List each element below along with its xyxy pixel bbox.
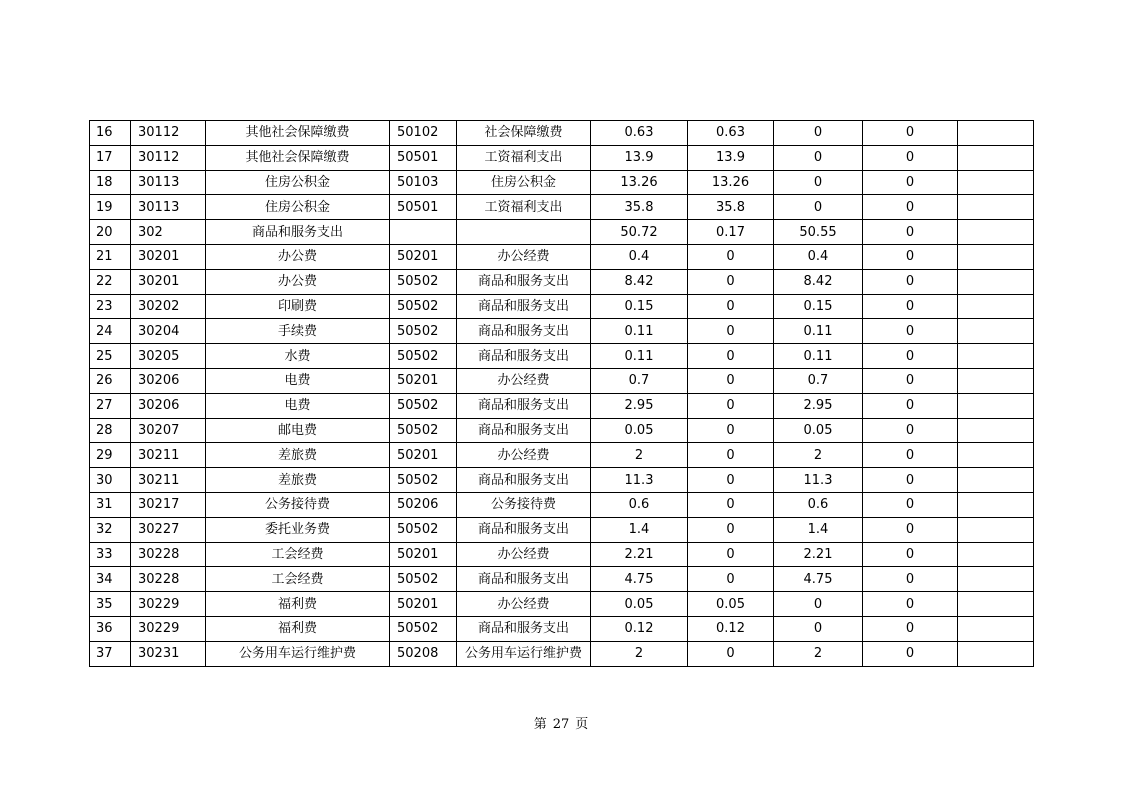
blank-cell [958,468,1034,493]
table-row [90,121,1034,146]
project-cell: 2.21 [774,542,863,567]
table-row [90,492,1034,517]
other-cell: 0 [863,145,958,170]
econ-name-cell: 商品和服务支出 [206,220,390,245]
gov-name-cell: 商品和服务支出 [457,567,591,592]
econ-name-cell: 手续费 [206,319,390,344]
econ-code-cell: 30205 [131,344,206,369]
project-cell: 1.4 [774,517,863,542]
blank-cell [958,592,1034,617]
basic-cell: 0 [688,393,774,418]
table-row [90,393,1034,418]
econ-code-cell: 30229 [131,616,206,641]
econ-name-cell: 电费 [206,368,390,393]
total-cell: 0.7 [591,368,688,393]
other-cell: 0 [863,121,958,146]
blank-cell [958,542,1034,567]
row-number-cell: 28 [90,418,131,443]
other-cell: 0 [863,517,958,542]
project-cell: 2.95 [774,393,863,418]
other-cell: 0 [863,368,958,393]
gov-name-cell: 工资福利支出 [457,195,591,220]
basic-cell: 0 [688,517,774,542]
total-cell: 4.75 [591,567,688,592]
gov-name-cell: 工资福利支出 [457,145,591,170]
blank-cell [958,269,1034,294]
other-cell: 0 [863,220,958,245]
table-row [90,468,1034,493]
blank-cell [958,567,1034,592]
project-cell: 4.75 [774,567,863,592]
row-number-cell: 34 [90,567,131,592]
econ-name-cell: 电费 [206,393,390,418]
gov-name-cell: 商品和服务支出 [457,344,591,369]
project-cell: 50.55 [774,220,863,245]
econ-name-cell: 福利费 [206,592,390,617]
econ-name-cell: 办公费 [206,244,390,269]
total-cell: 2 [591,443,688,468]
econ-name-cell: 邮电费 [206,418,390,443]
other-cell: 0 [863,592,958,617]
project-cell: 0 [774,145,863,170]
table-row [90,418,1034,443]
blank-cell [958,344,1034,369]
econ-name-cell: 办公费 [206,269,390,294]
total-cell: 1.4 [591,517,688,542]
row-number-cell: 21 [90,244,131,269]
row-number-cell: 32 [90,517,131,542]
table-row [90,443,1034,468]
row-number-cell: 27 [90,393,131,418]
blank-cell [958,368,1034,393]
gov-name-cell: 商品和服务支出 [457,468,591,493]
econ-code-cell: 30112 [131,121,206,146]
other-cell: 0 [863,344,958,369]
table-row [90,244,1034,269]
table-row [90,641,1034,666]
other-cell: 0 [863,195,958,220]
blank-cell [958,418,1034,443]
other-cell: 0 [863,567,958,592]
row-number-cell: 20 [90,220,131,245]
gov-code-cell: 50501 [390,195,457,220]
gov-name-cell: 商品和服务支出 [457,418,591,443]
gov-code-cell: 50502 [390,468,457,493]
econ-name-cell: 差旅费 [206,468,390,493]
gov-code-cell: 50208 [390,641,457,666]
econ-code-cell: 30113 [131,170,206,195]
econ-code-cell: 30201 [131,269,206,294]
project-cell: 0.4 [774,244,863,269]
gov-code-cell: 50502 [390,567,457,592]
gov-code-cell: 50502 [390,418,457,443]
econ-code-cell: 30202 [131,294,206,319]
page-footer [0,713,1122,732]
table-row [90,368,1034,393]
basic-cell: 0 [688,269,774,294]
gov-name-cell: 公务接待费 [457,492,591,517]
basic-cell: 0.63 [688,121,774,146]
total-cell: 11.3 [591,468,688,493]
basic-cell: 0.17 [688,220,774,245]
gov-name-cell: 公务用车运行维护费 [457,641,591,666]
other-cell: 0 [863,641,958,666]
gov-code-cell: 50201 [390,592,457,617]
blank-cell [958,220,1034,245]
gov-code-cell: 50502 [390,344,457,369]
basic-cell: 0 [688,542,774,567]
project-cell: 0.11 [774,319,863,344]
gov-name-cell: 商品和服务支出 [457,616,591,641]
econ-name-cell: 其他社会保障缴费 [206,121,390,146]
econ-name-cell: 公务接待费 [206,492,390,517]
blank-cell [958,319,1034,344]
basic-cell: 0 [688,319,774,344]
gov-code-cell: 50501 [390,145,457,170]
page-footer-prefix: 第 [533,717,547,732]
basic-cell: 13.9 [688,145,774,170]
row-number-cell: 25 [90,344,131,369]
project-cell: 0 [774,121,863,146]
econ-code-cell: 30112 [131,145,206,170]
row-number-cell: 33 [90,542,131,567]
table-row [90,592,1034,617]
total-cell: 0.15 [591,294,688,319]
gov-code-cell: 50502 [390,319,457,344]
gov-name-cell: 办公经费 [457,368,591,393]
gov-name-cell: 商品和服务支出 [457,269,591,294]
other-cell: 0 [863,294,958,319]
table-row [90,542,1034,567]
total-cell: 0.4 [591,244,688,269]
basic-cell: 0 [688,344,774,369]
gov-code-cell: 50201 [390,542,457,567]
econ-name-cell: 委托业务费 [206,517,390,542]
basic-cell: 0 [688,641,774,666]
basic-cell: 0 [688,468,774,493]
econ-code-cell: 30201 [131,244,206,269]
table-body [90,121,1034,667]
total-cell: 0.05 [591,592,688,617]
gov-code-cell: 50502 [390,616,457,641]
econ-code-cell: 30204 [131,319,206,344]
gov-name-cell: 办公经费 [457,443,591,468]
econ-name-cell: 住房公积金 [206,170,390,195]
blank-cell [958,145,1034,170]
row-number-cell: 18 [90,170,131,195]
other-cell: 0 [863,542,958,567]
econ-code-cell: 30207 [131,418,206,443]
table-row [90,616,1034,641]
project-cell: 0.15 [774,294,863,319]
table-row [90,567,1034,592]
project-cell: 2 [774,443,863,468]
gov-code-cell [390,220,457,245]
econ-name-cell: 差旅费 [206,443,390,468]
gov-name-cell: 办公经费 [457,592,591,617]
econ-name-cell: 印刷费 [206,294,390,319]
blank-cell [958,443,1034,468]
total-cell: 0.6 [591,492,688,517]
gov-code-cell: 50103 [390,170,457,195]
other-cell: 0 [863,244,958,269]
project-cell: 0 [774,195,863,220]
project-cell: 11.3 [774,468,863,493]
econ-name-cell: 福利费 [206,616,390,641]
gov-code-cell: 50201 [390,443,457,468]
other-cell: 0 [863,269,958,294]
blank-cell [958,616,1034,641]
row-number-cell: 17 [90,145,131,170]
blank-cell [958,195,1034,220]
row-number-cell: 16 [90,121,131,146]
blank-cell [958,492,1034,517]
econ-name-cell: 公务用车运行维护费 [206,641,390,666]
blank-cell [958,121,1034,146]
econ-code-cell: 302 [131,220,206,245]
total-cell: 2.21 [591,542,688,567]
row-number-cell: 37 [90,641,131,666]
gov-name-cell: 商品和服务支出 [457,319,591,344]
gov-name-cell: 办公经费 [457,542,591,567]
blank-cell [958,170,1034,195]
econ-code-cell: 30211 [131,443,206,468]
budget-table [89,120,1034,667]
econ-name-cell: 住房公积金 [206,195,390,220]
project-cell: 0.11 [774,344,863,369]
gov-code-cell: 50102 [390,121,457,146]
blank-cell [958,517,1034,542]
basic-cell: 35.8 [688,195,774,220]
table-row [90,319,1034,344]
table-row [90,517,1034,542]
table-row [90,269,1034,294]
econ-code-cell: 30206 [131,368,206,393]
row-number-cell: 22 [90,269,131,294]
gov-code-cell: 50502 [390,393,457,418]
other-cell: 0 [863,418,958,443]
econ-code-cell: 30231 [131,641,206,666]
row-number-cell: 26 [90,368,131,393]
basic-cell: 0 [688,492,774,517]
total-cell: 0.63 [591,121,688,146]
econ-name-cell: 水费 [206,344,390,369]
basic-cell: 13.26 [688,170,774,195]
other-cell: 0 [863,468,958,493]
project-cell: 0 [774,616,863,641]
total-cell: 0.05 [591,418,688,443]
basic-cell: 0 [688,368,774,393]
project-cell: 0 [774,592,863,617]
econ-code-cell: 30211 [131,468,206,493]
total-cell: 13.26 [591,170,688,195]
other-cell: 0 [863,170,958,195]
total-cell: 2 [591,641,688,666]
basic-cell: 0.05 [688,592,774,617]
total-cell: 35.8 [591,195,688,220]
econ-name-cell: 其他社会保障缴费 [206,145,390,170]
page-number: 27 [552,717,570,732]
project-cell: 8.42 [774,269,863,294]
gov-name-cell: 社会保障缴费 [457,121,591,146]
row-number-cell: 23 [90,294,131,319]
table-row [90,195,1034,220]
blank-cell [958,294,1034,319]
blank-cell [958,244,1034,269]
gov-code-cell: 50201 [390,244,457,269]
other-cell: 0 [863,492,958,517]
row-number-cell: 30 [90,468,131,493]
table-row [90,220,1034,245]
project-cell: 2 [774,641,863,666]
other-cell: 0 [863,616,958,641]
total-cell: 2.95 [591,393,688,418]
basic-cell: 0 [688,294,774,319]
gov-name-cell: 住房公积金 [457,170,591,195]
row-number-cell: 24 [90,319,131,344]
econ-name-cell: 工会经费 [206,567,390,592]
project-cell: 0 [774,170,863,195]
total-cell: 13.9 [591,145,688,170]
gov-name-cell: 商品和服务支出 [457,393,591,418]
econ-name-cell: 工会经费 [206,542,390,567]
gov-name-cell: 商品和服务支出 [457,294,591,319]
total-cell: 0.11 [591,344,688,369]
total-cell: 8.42 [591,269,688,294]
gov-name-cell [457,220,591,245]
row-number-cell: 19 [90,195,131,220]
other-cell: 0 [863,393,958,418]
total-cell: 0.11 [591,319,688,344]
row-number-cell: 35 [90,592,131,617]
basic-cell: 0 [688,443,774,468]
gov-code-cell: 50206 [390,492,457,517]
row-number-cell: 31 [90,492,131,517]
table-row [90,170,1034,195]
econ-code-cell: 30228 [131,542,206,567]
other-cell: 0 [863,443,958,468]
project-cell: 0.6 [774,492,863,517]
blank-cell [958,393,1034,418]
page-footer-suffix: 页 [575,717,589,732]
basic-cell: 0.12 [688,616,774,641]
blank-cell [958,641,1034,666]
table-row [90,145,1034,170]
project-cell: 0.7 [774,368,863,393]
econ-code-cell: 30228 [131,567,206,592]
econ-code-cell: 30229 [131,592,206,617]
basic-cell: 0 [688,418,774,443]
econ-code-cell: 30113 [131,195,206,220]
gov-code-cell: 50502 [390,269,457,294]
basic-cell: 0 [688,567,774,592]
gov-code-cell: 50502 [390,517,457,542]
other-cell: 0 [863,319,958,344]
econ-code-cell: 30206 [131,393,206,418]
table-row [90,344,1034,369]
basic-cell: 0 [688,244,774,269]
gov-name-cell: 办公经费 [457,244,591,269]
gov-name-cell: 商品和服务支出 [457,517,591,542]
econ-code-cell: 30217 [131,492,206,517]
total-cell: 0.12 [591,616,688,641]
total-cell: 50.72 [591,220,688,245]
project-cell: 0.05 [774,418,863,443]
econ-code-cell: 30227 [131,517,206,542]
row-number-cell: 29 [90,443,131,468]
gov-code-cell: 50201 [390,368,457,393]
gov-code-cell: 50502 [390,294,457,319]
row-number-cell: 36 [90,616,131,641]
table-row [90,294,1034,319]
